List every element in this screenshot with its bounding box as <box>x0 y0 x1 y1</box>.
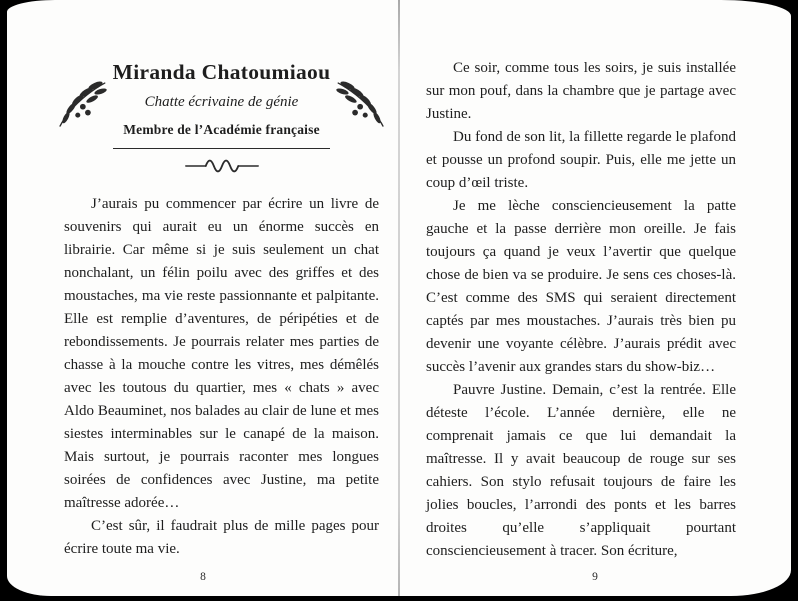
page-title: Miranda Chatoumiaou <box>112 60 331 84</box>
page-number-left: 8 <box>200 571 206 583</box>
page-number-right: 9 <box>592 571 598 583</box>
right-body-text <box>426 57 736 563</box>
page-left <box>7 0 399 596</box>
header-rule <box>113 148 331 149</box>
page-subtitle: Chatte écrivaine de génie <box>144 94 299 110</box>
paragraph: Pauvre Justine. Demain, c’est la rentrée. Elle déteste l’école. L’année dernière, elle ne comprenait jamais ce que lui demandait la maîtresse. Il y avait beaucoup de rouge sur ses cahiers. Son stylo refusait toujours de faire les jolies boucles, l’arrondi des ponts et les barres droites qu’elle s’appliquait pourtant consciencieusement à tracer. Son écriture, <box>426 382 736 559</box>
title-texts <box>113 60 331 149</box>
book-spread <box>7 0 791 596</box>
paragraph: Du fond de son lit, la fillette regarde le plafond et pousse un profond soupir. Puis, elle me jette un coup d’œil triste. <box>426 129 736 191</box>
paragraph: Ce soir, comme tous les soirs, je suis installée sur mon pouf, dans la chambre que je partage avec Justine. <box>426 60 736 122</box>
paragraph: Je me lèche consciencieusement la patte gauche et la passe derrière mon oreille. Je fais toujours ça quand je veux l’avertir que quelque chose de bien va se produire. Je sens ces choses-là. C’est comme des SMS qui seraient directement captés par mes moustaches. J’aurais très bien pu devenir une voyante célèbre. J’aurais prédit avec succès l’avenir aux grandes stars du show-biz… <box>426 198 736 375</box>
squiggle-divider-icon <box>64 157 379 180</box>
paragraph: J’aurais pu commencer par écrire un livre de souvenirs qui aurait eu un énorme succès en librairie. Car même si je suis seulement un chat nonchalant, un félin poilu avec des griffes et des moustaches, ma vie reste passionnante et palpitante. Elle est remplie d’aventures, de péripéties et de rebondissements. Je pourrais relater mes parties de chasse à la mouche contre les vitres, mes démêlés avec les toutous du quartier, mes « chats » avec Aldo Beauminet, nos balades au clair de lune et mes siestes interminables sur le canapé de la maison. Mais surtout, je pourrais raconter mes longues soirées de confidences avec Justine, ma petite maîtresse adorée… <box>64 196 379 511</box>
left-body-text <box>64 193 379 561</box>
page-affiliation: Membre de l’Académie française <box>123 122 320 137</box>
page-right <box>399 0 791 596</box>
title-row <box>64 60 379 149</box>
olive-branch-right-icon <box>334 76 388 134</box>
olive-branch-left-icon <box>55 76 109 134</box>
chapter-header <box>64 60 379 180</box>
paragraph: C’est sûr, il faudrait plus de mille pages pour écrire toute ma vie. <box>64 518 379 557</box>
